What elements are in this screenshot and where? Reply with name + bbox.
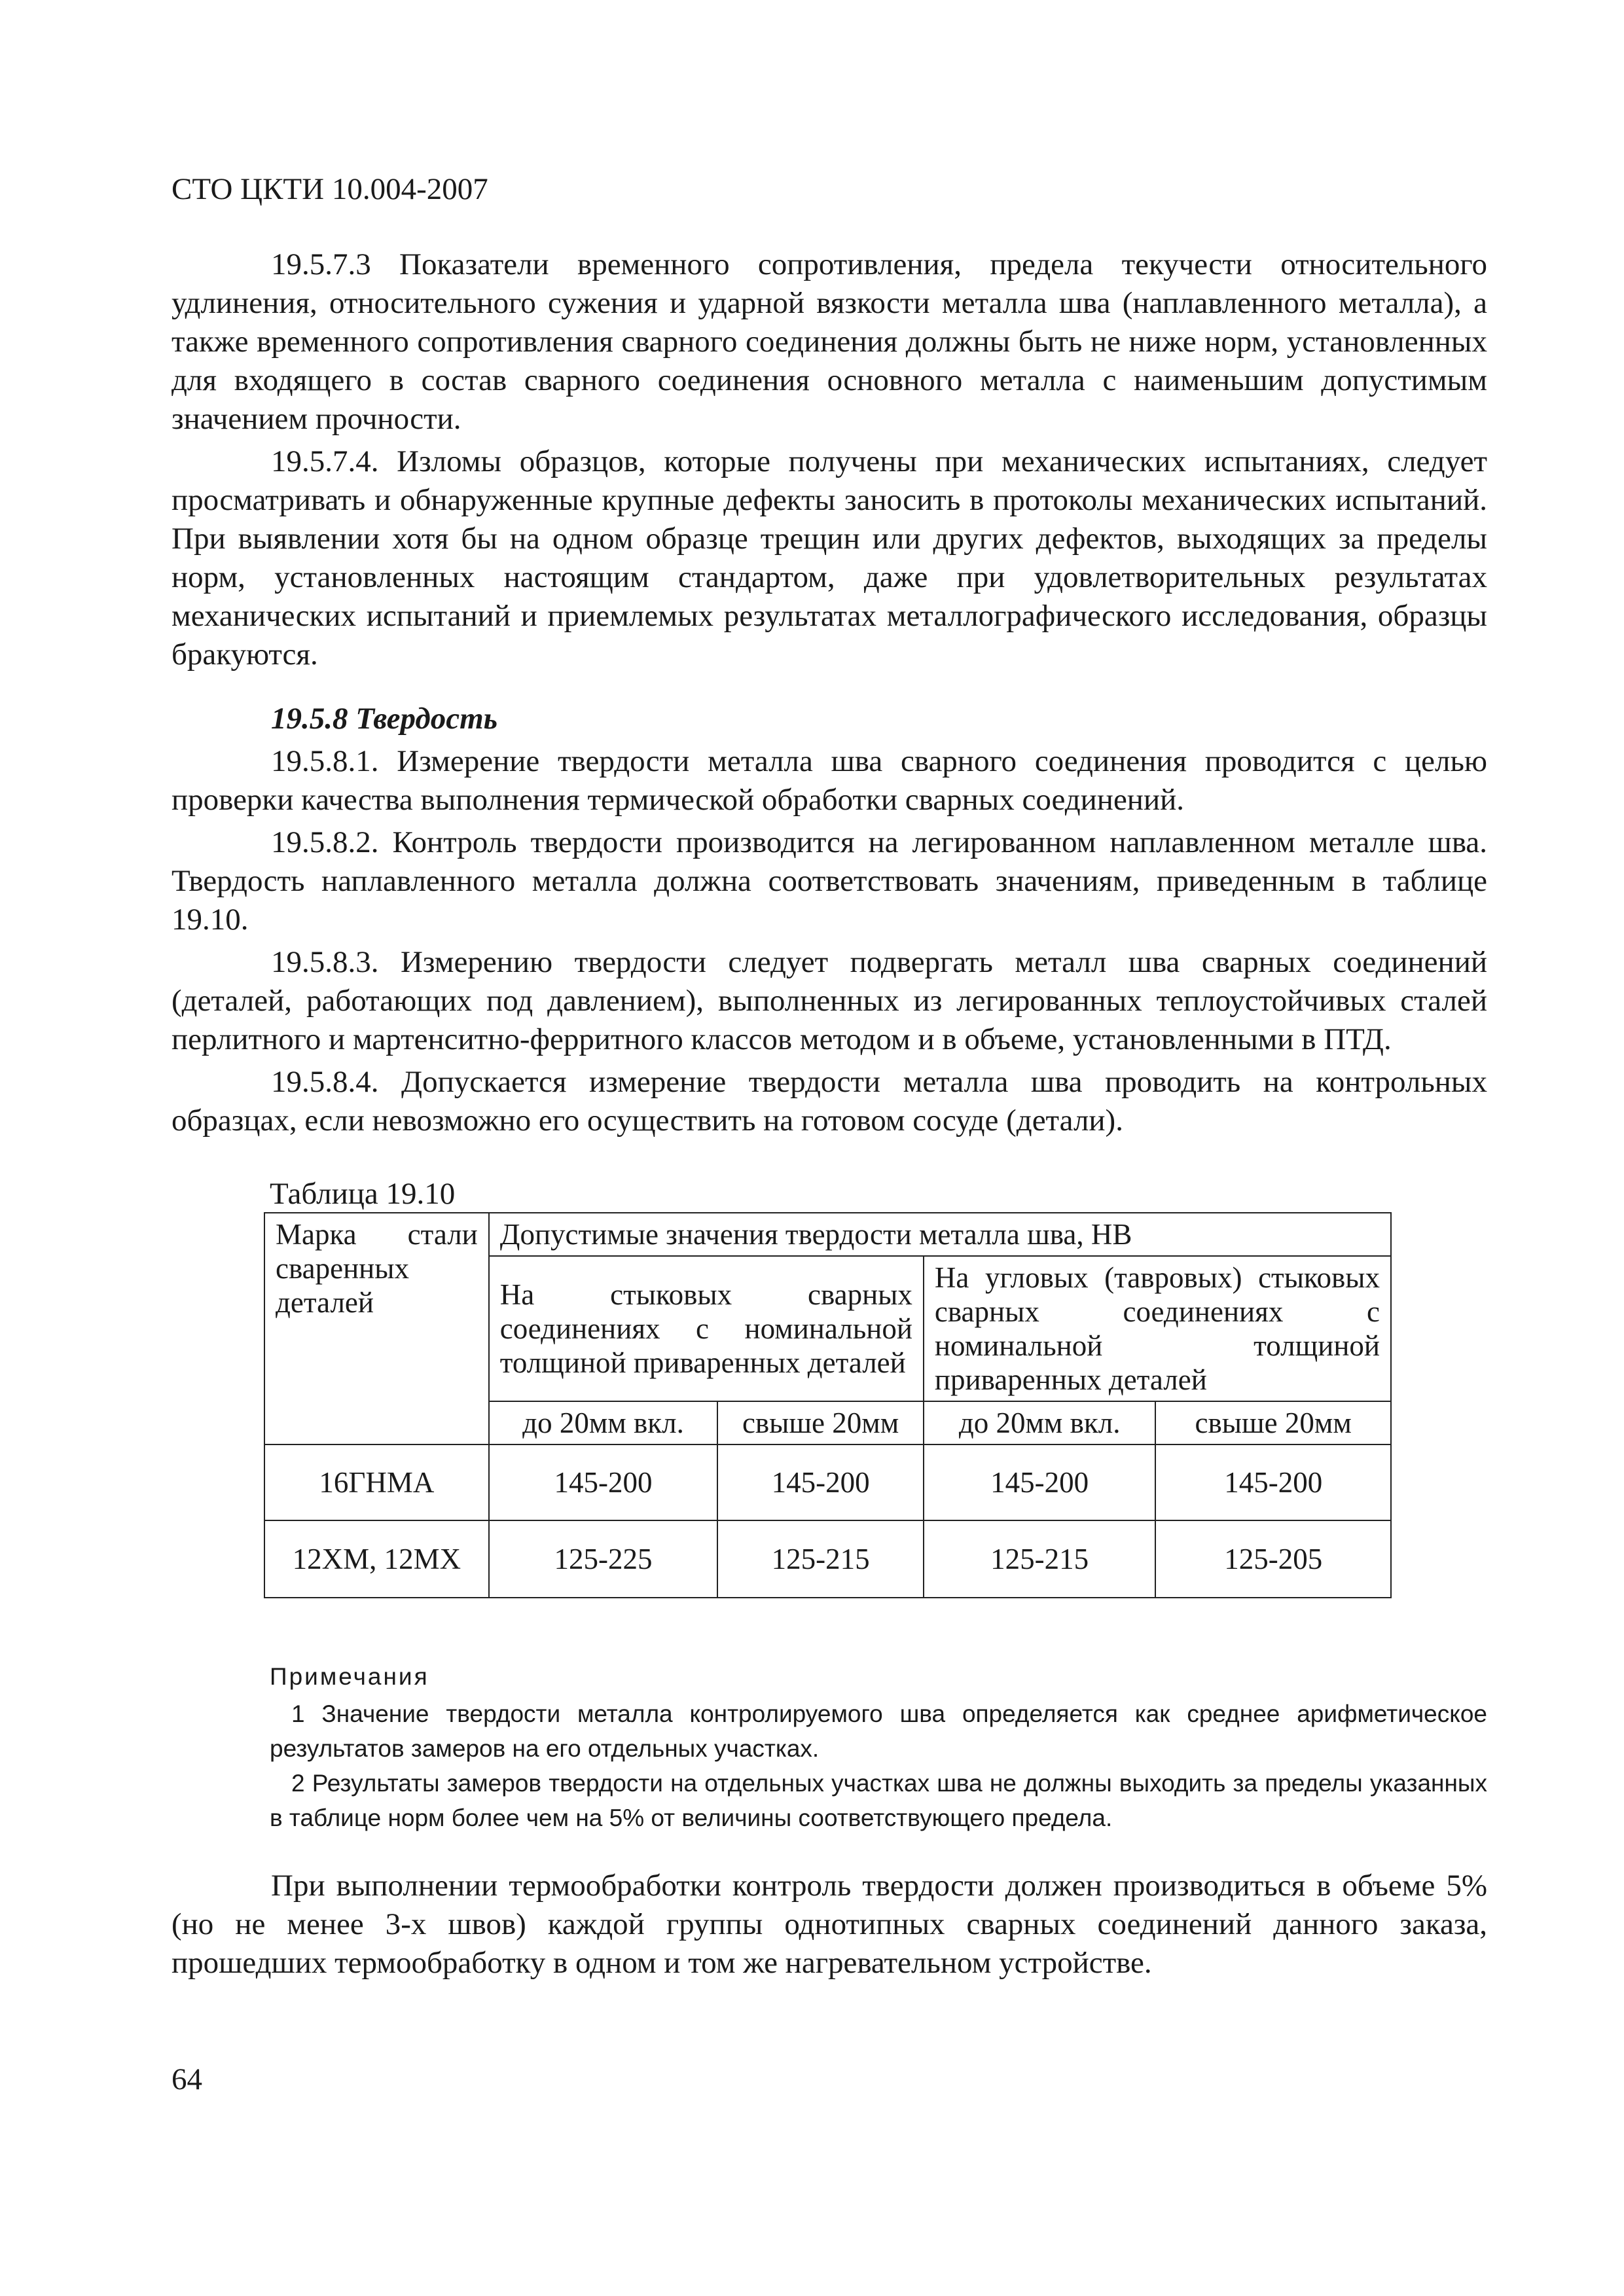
closing-paragraph: При выполнении термообработки контроль твердости должен производиться в объеме 5% (но не менее 3-х швов) каждой группы однотипных сварных соединений данного заказа, прошедших термообработку в одном и том же нагревательном устройстве. xyxy=(171,1869,1487,1980)
hardness-value-cell: 145-200 xyxy=(1155,1444,1391,1520)
section-heading: 19.5.8 Твердость xyxy=(271,702,498,736)
table-row xyxy=(264,1444,1391,1520)
hardness-value-cell: 125-215 xyxy=(924,1520,1156,1598)
paragraph-19-5-8-4: 19.5.8.4. Допускается измерение твердости металла шва проводить на контрольных образцах, если невозможно его осуществить на готовом сосуде (детали). xyxy=(171,1065,1487,1138)
thickness-label: свыше 20мм xyxy=(1155,1401,1391,1444)
hardness-value-cell: 145-200 xyxy=(924,1444,1156,1520)
table-caption: Таблица 19.10 xyxy=(270,1177,456,1211)
hardness-value-cell: 125-205 xyxy=(1155,1520,1391,1598)
thickness-label: до 20мм вкл. xyxy=(489,1401,718,1444)
paragraph-19-5-8-3: 19.5.8.3. Измерению твердости следует подвергать металл шва сварных соединений (деталей, работающих под давлением), выполненных из легированных теплоустойчивых сталей перлитного и мартенситно-ферритного классов методом и в объеме, установленными в ПТД. xyxy=(171,945,1487,1056)
hardness-table xyxy=(264,1212,1392,1598)
paragraph-19-5-8-2: 19.5.8.2. Контроль твердости производится на легированном наплавленном металле шва. Твердость наплавленного металла должна соответствовать значениям, приведенным в таблице 19.10. xyxy=(171,825,1487,937)
closing-section xyxy=(171,1867,1487,1982)
butt-joint-header: На стыковых сварных соединениях с номинальной толщиной приваренных деталей xyxy=(489,1256,924,1401)
top-paragraphs xyxy=(171,245,1487,674)
section-hardness xyxy=(171,700,1487,1140)
paragraph-19-5-8-1: 19.5.8.1. Измерение твердости металла шва сварного соединения проводится с целью проверки качества выполнения термической обработки сварных соединений. xyxy=(171,744,1487,817)
paragraph-19-5-7-4: 19.5.7.4. Изломы образцов, которые получены при механических испытаниях, следует просматривать и обнаруженные крупные дефекты заносить в протоколы механических испытаний. При выявлении хотя бы на одном образце трещин или других дефектов, выходящих за пределы норм, установленных настоящим стандартом, даже при удовлетворительных результатах механических испытаний и приемлемых результатах металлографического исследования, образцы бракуются. xyxy=(171,444,1487,672)
steel-grade-cell: 16ГНМА xyxy=(264,1444,489,1520)
notes-title: Примечания xyxy=(270,1663,429,1690)
table-header-row xyxy=(264,1213,1391,1256)
steel-grade-header: Марка стали сваренных деталей xyxy=(264,1213,489,1444)
notes-block xyxy=(270,1659,1487,1835)
hardness-value-cell: 125-225 xyxy=(489,1520,718,1598)
hardness-value-cell: 125-215 xyxy=(717,1520,924,1598)
document-code: СТО ЦКТИ 10.004-2007 xyxy=(171,172,488,206)
page-number: 64 xyxy=(171,2062,202,2096)
thickness-label: свыше 20мм xyxy=(717,1401,924,1444)
thickness-label: до 20мм вкл. xyxy=(924,1401,1156,1444)
note-item: 1 Значение твердости металла контролируемого шва определяется как среднее арифметическое результатов замеров на его отдельных участках. xyxy=(270,1700,1487,1762)
fillet-joint-header: На угловых (тавровых) стыковых сварных соединениях с номинальной толщиной приваренных деталей xyxy=(924,1256,1391,1401)
note-item: 2 Результаты замеров твердости на отдельных участках шва не должны выходить за пределы указанных в таблице норм более чем на 5% от величины соответствующего предела. xyxy=(270,1770,1487,1831)
hardness-group-header: Допустимые значения твердости металла шва, HB xyxy=(489,1213,1391,1256)
hardness-value-cell: 145-200 xyxy=(717,1444,924,1520)
hardness-value-cell: 145-200 xyxy=(489,1444,718,1520)
steel-grade-cell: 12ХМ, 12МХ xyxy=(264,1520,489,1598)
paragraph-19-5-7-3: 19.5.7.3 Показатели временного сопротивления, предела текучести относительного удлинения, относительного сужения и ударной вязкости металла шва (наплавленного металла), а также временного сопротивления сварного соединения должны быть не ниже норм, установленных для входящего в состав сварного соединения основного металла с наименьшим допустимым значением прочности. xyxy=(171,247,1487,436)
table-row xyxy=(264,1520,1391,1598)
